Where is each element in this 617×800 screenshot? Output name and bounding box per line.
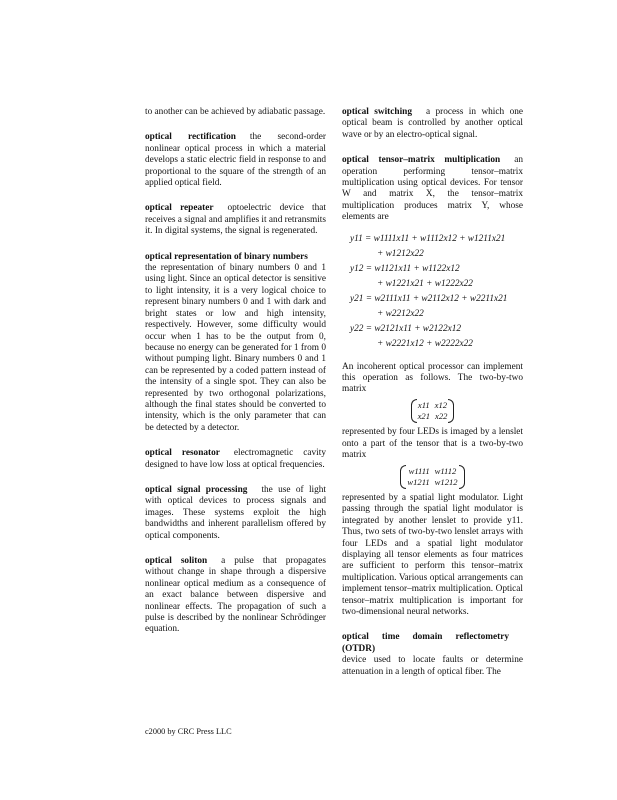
entry-definition: the second-order nonlinear optical process in which a material develops a static electric field in response to and proportional to the square of the strength of an applied optical field. <box>145 132 326 189</box>
glossary-entry <box>145 107 326 118</box>
glossary-entry <box>145 556 326 636</box>
matrix-w-body <box>400 466 464 488</box>
entry-definition: electromagnetic cavity designed to have low loss at optical frequencies. <box>145 448 326 470</box>
matrix-cell: x11 <box>417 399 430 410</box>
entry-term: optical rectification <box>145 132 236 143</box>
glossary-entry <box>145 203 326 237</box>
glossary-entry <box>145 485 326 542</box>
copyright-footer: c2000 by CRC Press LLC <box>145 727 232 736</box>
entry-term: optical repeater <box>145 203 214 214</box>
entry-term: optical soliton <box>145 556 208 566</box>
entry-definition: a pulse that propagates without change in shape through a dispersive nonlinear optical medium as a consequence of an exact balance between dispersive and nonlinear effects. The propagation of such a pulse is described by the nonlinear Schrödinger equation. <box>145 556 327 635</box>
matrix-row <box>418 400 448 411</box>
equation-line: + w1212x22 <box>377 248 424 259</box>
matrix-w <box>342 466 523 489</box>
entry-definition: to another can be achieved by adiabatic passage. <box>145 107 326 117</box>
equation-line: + w1221x21 + w1222x22 <box>377 278 473 289</box>
entry-term: optical tensor–matrix multiplication <box>342 155 501 166</box>
entry-term: optical switching <box>342 107 412 117</box>
entry-term: optical time domain reflectometry (OTDR) <box>342 632 509 654</box>
matrix-x-body <box>411 400 455 422</box>
equation-line: y12 = w1121x11 + w1122x12 <box>350 263 460 274</box>
equation-line: y11 = w1111x11 + w1112x12 + w1211x21 <box>350 233 506 244</box>
entry-definition: the use of light with optical devices to process signals and images. These systems exploit the high bandwidths and inherent parallelism offered by optical components. <box>145 484 326 541</box>
matrix-cell: w1112 <box>434 465 457 476</box>
matrix-row <box>407 477 457 488</box>
paragraph-slm: represented by a spatial light modulator. Light passing through the spatial light modulator is integrated by another lenslet to provide y11. Thus, two sets of two-by-two lenslet arrays with four LEDs and a spatial light modulator displaying all tensor elements as four matrices are sufficient to perform this tensor–matrix multiplication. Various optical arrangements can implement tensor–matrix multiplication. Optical tensor–matrix multiplication is important for two-dimensional neural networks. <box>342 492 523 617</box>
equation-line: + w2221x12 + w2222x22 <box>377 338 473 349</box>
entry-definition: the representation of binary numbers 0 and 1 using light. Since an optical detector is sensitive to light intensity, it is a very logical choice to represent binary numbers 0 and 1 with dark and bright states or low and high intensity, respectively. However, some difficulty would occur when 1 has to be the output from 0, because no energy can be generated for 1 from 0 without pumping light. Binary numbers 0 and 1 can be represented by a coded pattern instead of the intensity of a single spot. They can also be represented by two orthogonal polarizations, although the final states should be converted to intensity, which is the only parameter that can be detected by a detector. <box>145 263 326 433</box>
glossary-entry <box>145 252 326 435</box>
matrix-cell: x12 <box>434 399 448 410</box>
paragraph-processor: An incoherent optical processor can implement this operation as follows. The two-by-two matrix <box>342 361 523 395</box>
matrix-row <box>407 466 457 477</box>
equation-line: + w2212x22 <box>377 308 424 319</box>
equation-line: y21 = w2111x11 + w2112x12 + w2211x21 <box>350 293 508 304</box>
glossary-entry <box>145 132 326 189</box>
entry-optical-switching <box>342 107 523 141</box>
entry-optical-tensor-matrix <box>342 155 523 223</box>
matrix-cell: w1212 <box>434 476 458 487</box>
matrix-cell: x21 <box>417 410 430 421</box>
equation-block <box>350 232 523 352</box>
matrix-cell: w1211 <box>407 476 430 487</box>
right-column <box>342 107 523 692</box>
matrix-cell: w1111 <box>408 465 430 476</box>
matrix-cell: x22 <box>435 410 448 421</box>
glossary-entry <box>145 448 326 471</box>
matrix-row <box>418 411 448 422</box>
entry-term: optical representation of binary numbers <box>145 251 308 262</box>
entry-otdr <box>342 632 523 678</box>
matrix-x <box>342 400 523 423</box>
left-column <box>145 107 326 650</box>
entry-term: optical signal processing <box>145 484 248 495</box>
entry-definition: a process in which one optical beam is controlled by another optical wave or by an electro-optical signal. <box>342 107 524 140</box>
paragraph-lenslet: represented by four LEDs is imaged by a lenslet onto a part of the tensor that is a two-by-two matrix <box>342 427 523 461</box>
entry-definition: device used to locate faults or determine attenuation in a length of optical fiber. The <box>342 655 523 677</box>
entry-definition: an operation performing tensor–matrix multiplication using optical devices. For tensor W and matrix X, the tensor–matrix multiplication produces matrix Y, whose elements are <box>342 155 523 223</box>
equation-line: y22 = w2121x11 + w2122x12 <box>350 323 462 334</box>
entry-term: optical resonator <box>145 448 220 459</box>
entry-definition: optoelectric device that receives a signal and amplifies it and retransmits it. In digital systems, the signal is regenerated. <box>145 203 326 237</box>
